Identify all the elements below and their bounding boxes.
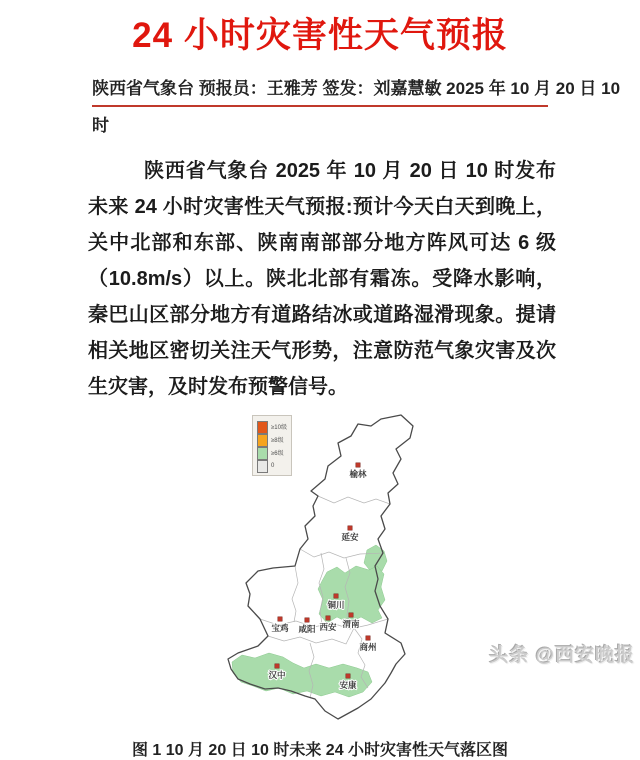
forecast-map-figure (226, 411, 484, 733)
legend-swatch (257, 434, 268, 447)
legend-swatch (257, 421, 268, 434)
issuer-line-wrap: 时 (92, 116, 109, 135)
city-商州 (359, 636, 376, 652)
legend-item (257, 420, 287, 433)
city-marker (275, 664, 279, 668)
watermark: 头条 @西安晚报 (489, 645, 635, 666)
city-延安 (341, 526, 359, 542)
city-label: 汉中 (268, 670, 286, 680)
city-marker (356, 463, 360, 467)
forecast-paragraph: 陕西省气象台 2025 年 10 月 20 日 10 时发布未来 24 小时灾害性天气预报:预计今天白天到晚上，关中北部和东部、陕南南部部分地方阵风可达 6 级（10.8m/s）以上。陕北北部有霜冻。受降水影响，秦巴山区部分地方有道路结冰或道路湿滑现象。提请相关地区密切关注天气形势，注意防范气象灾害及次生灾害，及时发布预警信号。 (88, 160, 556, 398)
city-marker (348, 526, 352, 530)
legend-label: ≥10级 (271, 425, 287, 431)
city-marker (278, 617, 282, 621)
meta-block (92, 78, 621, 137)
city-label: 延安 (341, 532, 359, 542)
city-label: 商州 (359, 642, 377, 652)
legend-label: ≥8级 (271, 438, 284, 444)
city-label: 安康 (339, 680, 357, 690)
city-marker (346, 674, 350, 678)
city-marker (305, 618, 309, 622)
legend-swatch (257, 460, 268, 473)
city-label: 渭南 (342, 619, 360, 629)
legend-item (257, 446, 287, 459)
city-marker (366, 636, 370, 640)
city-榆林 (349, 463, 367, 479)
prefecture-border (292, 566, 298, 622)
legend-label: 0 (271, 462, 275, 469)
city-咸阳 (298, 618, 316, 634)
legend-label: ≥6级 (271, 451, 284, 457)
wind-regions (232, 545, 387, 697)
issuer-line: 陕西省气象台 预报员：王雅芳 签发：刘嘉慧敏 2025 年 10 月 20 日 10 (92, 78, 548, 107)
prefecture-border (318, 496, 390, 504)
figure-caption: 图 1 10 月 20 日 10 时未来 24 小时灾害性天气落区图 (131, 742, 509, 759)
city-marker (349, 613, 353, 617)
city-marker (334, 594, 338, 598)
city-label: 西安 (319, 622, 337, 632)
legend-swatch (257, 447, 268, 460)
city-宝鸡 (271, 617, 289, 633)
legend-item (257, 433, 287, 446)
page-title: 24 小时灾害性天气预报 (132, 16, 508, 55)
city-label: 铜川 (327, 600, 345, 610)
wind-area-ge6 (232, 653, 372, 697)
city-label: 宝鸡 (271, 623, 289, 633)
city-marker (326, 616, 330, 620)
map-legend (252, 415, 292, 476)
city-label: 榆林 (349, 469, 367, 479)
city-label: 咸阳 (298, 624, 316, 634)
legend-item (257, 459, 287, 472)
